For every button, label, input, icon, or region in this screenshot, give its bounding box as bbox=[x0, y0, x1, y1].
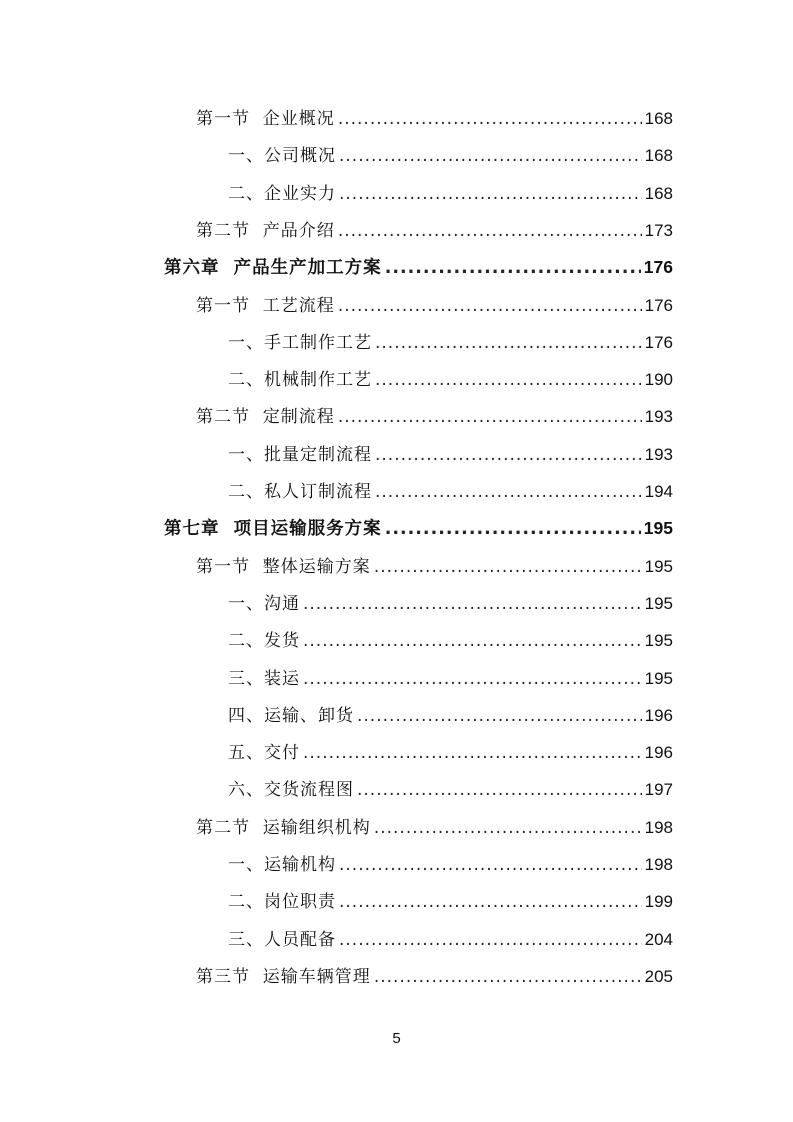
toc-entry[interactable] bbox=[196, 809, 673, 846]
toc-entry[interactable] bbox=[228, 175, 673, 212]
toc-dot-leader bbox=[303, 623, 642, 660]
toc-dot-leader bbox=[375, 437, 642, 474]
toc-entry-title: 第二节 产品介绍 bbox=[196, 220, 335, 241]
toc-entry-page: 199 bbox=[644, 892, 673, 912]
page-number: 5 bbox=[392, 1030, 401, 1047]
toc-entry[interactable] bbox=[196, 100, 673, 137]
toc-entry-page: 190 bbox=[644, 370, 673, 390]
toc-dot-leader bbox=[357, 698, 642, 735]
toc-entry-page: 193 bbox=[644, 407, 673, 427]
toc-dot-leader bbox=[338, 288, 642, 325]
toc-dot-leader bbox=[303, 661, 642, 698]
toc-entry[interactable] bbox=[196, 212, 673, 249]
toc-entry-title: 第一节 企业概况 bbox=[196, 109, 335, 129]
toc-entry-page: 176 bbox=[644, 295, 673, 315]
toc-entry[interactable] bbox=[228, 324, 673, 361]
toc-entry-title: 一、运输机构 bbox=[228, 855, 336, 875]
toc-dot-leader bbox=[385, 250, 641, 287]
toc-entry[interactable] bbox=[196, 958, 673, 995]
toc-entry[interactable] bbox=[196, 548, 673, 585]
toc-entry-page: 196 bbox=[644, 705, 673, 725]
toc-dot-leader bbox=[338, 213, 642, 250]
toc-entry-title: 二、岗位职责 bbox=[228, 892, 336, 913]
toc-entry[interactable] bbox=[196, 398, 673, 435]
toc-dot-leader bbox=[374, 810, 642, 847]
toc-entry-page: 196 bbox=[644, 743, 673, 763]
toc-entry[interactable] bbox=[196, 287, 673, 324]
toc-entry[interactable] bbox=[228, 361, 673, 398]
toc-dot-leader bbox=[338, 399, 642, 436]
toc-entry-page: 198 bbox=[644, 855, 673, 874]
toc-entry-title: 一、批量定制流程 bbox=[228, 444, 372, 465]
toc-dot-leader bbox=[374, 959, 642, 996]
toc-entry-page: 198 bbox=[644, 817, 673, 837]
toc-entry-title: 第三节 运输车辆管理 bbox=[196, 966, 371, 987]
toc-entry-title: 四、运输、卸货 bbox=[228, 705, 354, 726]
toc-entry-page: 193 bbox=[644, 444, 673, 464]
toc-entry-page: 194 bbox=[644, 482, 673, 501]
toc-entry-page: 205 bbox=[644, 966, 673, 986]
toc-entry-page: 195 bbox=[644, 668, 673, 688]
toc-entry-title: 三、装运 bbox=[228, 668, 300, 689]
toc-entry[interactable] bbox=[164, 249, 673, 286]
toc-entry[interactable] bbox=[228, 660, 673, 697]
toc-entry[interactable] bbox=[228, 883, 673, 920]
toc-entry[interactable] bbox=[228, 585, 673, 622]
toc-dot-leader bbox=[339, 847, 642, 884]
toc-entry-page: 168 bbox=[644, 109, 673, 128]
toc-entry[interactable] bbox=[228, 921, 673, 958]
toc-entry-page: 168 bbox=[644, 146, 673, 166]
toc-entry[interactable] bbox=[228, 436, 673, 473]
toc-entry-title: 三、人员配备 bbox=[228, 929, 336, 950]
toc-entry-page: 195 bbox=[644, 593, 673, 613]
toc-dot-leader bbox=[357, 772, 642, 809]
toc-dot-leader bbox=[339, 922, 642, 959]
toc-entry-title: 二、发货 bbox=[228, 631, 300, 652]
toc-entry[interactable] bbox=[164, 510, 673, 547]
toc-entry[interactable] bbox=[228, 473, 673, 510]
toc-dot-leader bbox=[339, 138, 642, 175]
toc-entry-page: 204 bbox=[644, 929, 673, 949]
toc-dot-leader bbox=[374, 549, 642, 586]
toc-entry-title: 第二节 定制流程 bbox=[196, 407, 335, 428]
toc-entry-title: 第一节 整体运输方案 bbox=[196, 556, 371, 577]
toc-dot-leader bbox=[375, 325, 642, 362]
toc-entry[interactable] bbox=[228, 771, 673, 808]
toc-entry-title: 一、公司概况 bbox=[228, 146, 336, 167]
toc-entry[interactable] bbox=[228, 137, 673, 174]
toc-entry-page: 176 bbox=[643, 257, 673, 278]
toc-dot-leader bbox=[385, 511, 641, 548]
toc-entry[interactable] bbox=[228, 697, 673, 734]
toc-dot-leader bbox=[338, 101, 642, 138]
toc-entry-page: 168 bbox=[644, 183, 673, 203]
toc-entry-title: 一、沟通 bbox=[228, 593, 300, 614]
toc-dot-leader bbox=[375, 474, 642, 511]
toc-dot-leader bbox=[303, 586, 642, 623]
toc-entry-page: 195 bbox=[643, 518, 673, 539]
toc-entry-title: 二、机械制作工艺 bbox=[228, 370, 372, 391]
toc-entry[interactable] bbox=[228, 846, 673, 883]
toc-entry-title: 一、手工制作工艺 bbox=[228, 332, 372, 353]
toc-dot-leader bbox=[339, 176, 642, 213]
toc-entry-page: 195 bbox=[644, 556, 673, 576]
toc-entry[interactable] bbox=[228, 622, 673, 659]
toc-entry-page: 176 bbox=[644, 332, 673, 352]
toc-entry[interactable] bbox=[228, 734, 673, 771]
toc-entry-title: 第二节 运输组织机构 bbox=[196, 817, 371, 838]
toc-entry-title: 第六章 产品生产加工方案 bbox=[164, 258, 382, 279]
toc-dot-leader bbox=[375, 362, 642, 399]
toc-entry-page: 173 bbox=[644, 220, 673, 240]
toc-entry-page: 195 bbox=[644, 631, 673, 651]
toc-dot-leader bbox=[339, 884, 642, 921]
toc-entry-title: 第一节 工艺流程 bbox=[196, 295, 335, 316]
toc-entry-title: 第七章 项目运输服务方案 bbox=[164, 519, 382, 540]
toc-entry-title: 二、私人订制流程 bbox=[228, 482, 372, 502]
toc-entry-page: 197 bbox=[644, 780, 673, 800]
toc-entry-title: 五、交付 bbox=[228, 743, 300, 764]
toc-entry-title: 二、企业实力 bbox=[228, 183, 336, 204]
toc-dot-leader bbox=[303, 735, 642, 772]
toc-entry-title: 六、交货流程图 bbox=[228, 780, 354, 801]
